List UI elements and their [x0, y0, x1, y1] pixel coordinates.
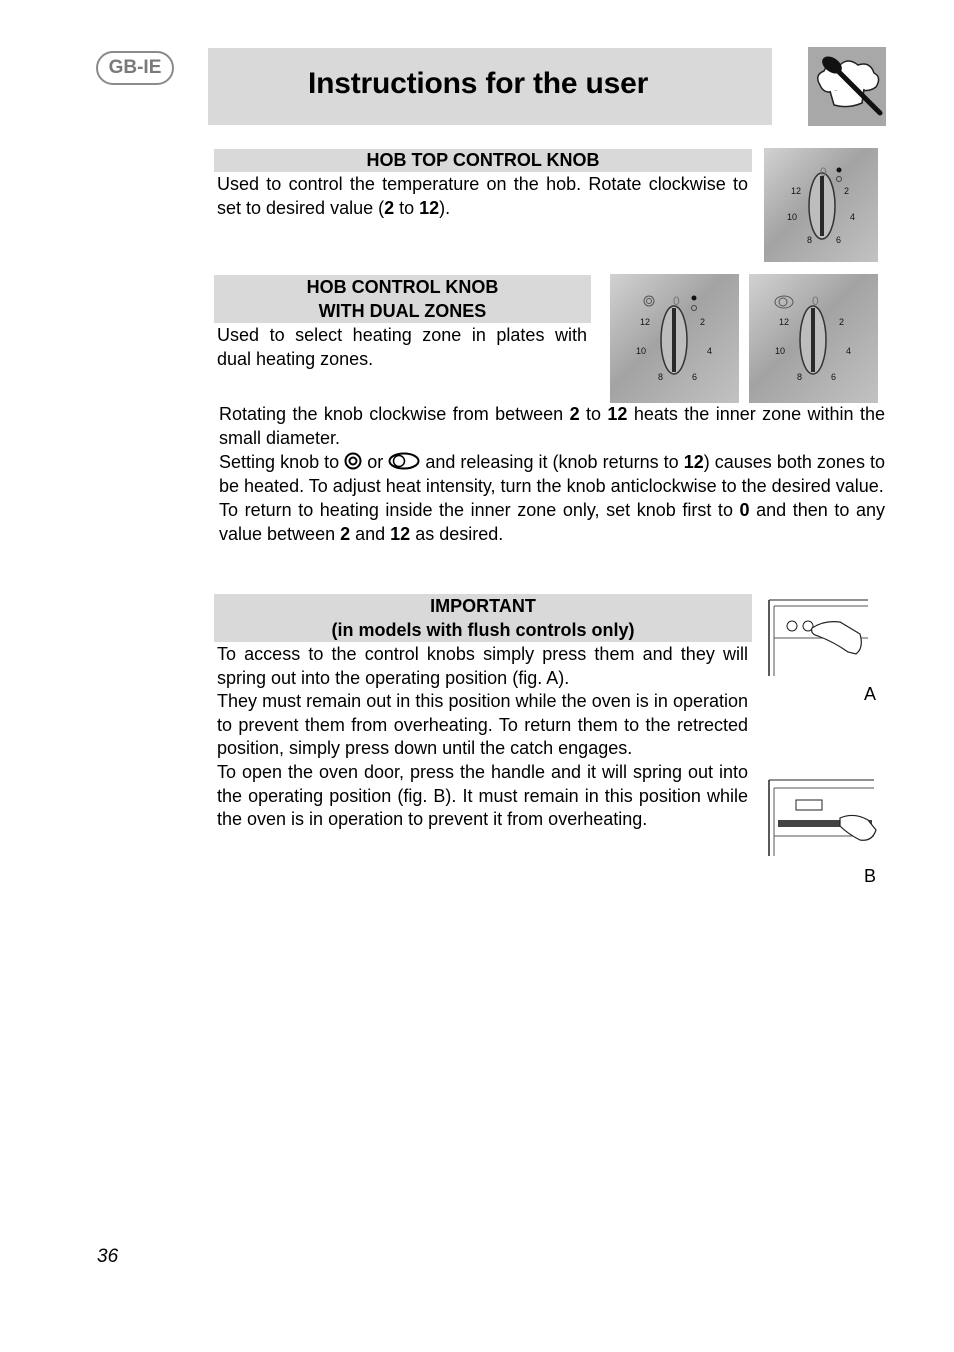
- hob-top-description: Used to control the temperature on the hob. Rotate clockwise to set to desired value (2 to 12).: [217, 174, 748, 218]
- rotation-paragraph-1: Rotating the knob clockwise from between 2 to 12 heats the inner zone within the small diameter.: [219, 404, 885, 448]
- knob-label-8: 8: [658, 372, 664, 382]
- important-paragraph-3: To open the oven door, press the handle and it will spring out into the operating position (fig. B). It must remain in this position while the oven is in operation to prevent it from overheating.: [217, 761, 748, 830]
- knob-label-10: 10: [636, 346, 647, 356]
- knob-label-0: 0: [673, 294, 680, 308]
- knob-label-12: 12: [791, 186, 802, 196]
- chef-spoon-logo: [808, 47, 886, 126]
- oval-zone-icon: [388, 452, 420, 470]
- knob-label-2: 2: [700, 317, 706, 327]
- dual-zone-knob-image-1: [610, 274, 739, 403]
- dot-icon: [837, 168, 842, 173]
- knob-label-10: 10: [787, 212, 798, 222]
- knob-label-0: 0: [812, 294, 819, 308]
- dual-zone-heading-line1: HOB CONTROL KNOB: [306, 277, 499, 297]
- important-paragraph-1: To access to the control knobs simply press them and they will spring out into the operating position (fig. A).: [217, 644, 748, 688]
- rotation-instructions: [219, 402, 885, 546]
- page-number: 36: [97, 1246, 119, 1267]
- knob-label-2: 2: [844, 186, 850, 196]
- knob-label-4: 4: [850, 212, 856, 222]
- knob-label-2: 2: [839, 317, 845, 327]
- knob-label-8: 8: [807, 235, 813, 245]
- concentric-circles-icon: [344, 452, 362, 470]
- dual-zone-heading-line2: WITH DUAL ZONES: [318, 301, 487, 321]
- country-badge: GB-IE: [96, 51, 174, 85]
- knob-label-12: 12: [640, 317, 651, 327]
- small-circle-icon: [692, 306, 697, 311]
- rotation-paragraph-2: Setting knob to or and releasing it (knob returns to 12) causes both zones to be heated. To adjust heat intensity, turn the knob anticlockwise to the desired value.: [219, 452, 885, 496]
- figure-b-label: B: [864, 866, 877, 886]
- dot-icon: [692, 296, 697, 301]
- knob-label-8: 8: [797, 372, 803, 382]
- important-text: [217, 643, 748, 832]
- knob-label-10: 10: [775, 346, 786, 356]
- rotation-paragraph-3: To return to heating inside the inner zone only, set knob first to 0 and then to any value between 2 and 12 as desired.: [219, 500, 885, 544]
- knob-label-4: 4: [846, 346, 852, 356]
- hob-top-heading: HOB TOP CONTROL KNOB: [214, 149, 752, 172]
- figure-a-label: A: [864, 684, 877, 704]
- important-heading-line1: IMPORTANT: [430, 596, 536, 616]
- knob-label-6: 6: [831, 372, 837, 382]
- dual-zone-concentric-icon: [644, 296, 654, 306]
- page-title: Instructions for the user: [308, 67, 649, 100]
- dual-zone-heading: [214, 275, 591, 323]
- knob-label-4: 4: [707, 346, 713, 356]
- hand-icon: [840, 815, 876, 840]
- chef-hat-spoon-icon: [808, 47, 886, 126]
- figure-a-knob-press: [768, 598, 872, 678]
- knob-label-6: 6: [692, 372, 698, 382]
- knob-label-6: 6: [836, 235, 842, 245]
- dual-zone-description: Used to select heating zone in plates with dual heating zones.: [217, 325, 587, 369]
- hob-knob-image: [764, 148, 878, 262]
- important-paragraph-2: They must remain out in this position while the oven is in operation to prevent them from overheating. To return them to the retrected position, simply press down until the catch engages.: [217, 691, 748, 759]
- knob-label-12: 12: [779, 317, 790, 327]
- important-heading: [214, 594, 752, 642]
- small-circle-icon: [837, 177, 842, 182]
- knob-label-0: 0: [820, 165, 827, 179]
- figure-b-handle-press: [768, 778, 878, 858]
- important-heading-line2: (in models with flush controls only): [331, 620, 635, 640]
- dual-zone-knob-image-2: [749, 274, 878, 403]
